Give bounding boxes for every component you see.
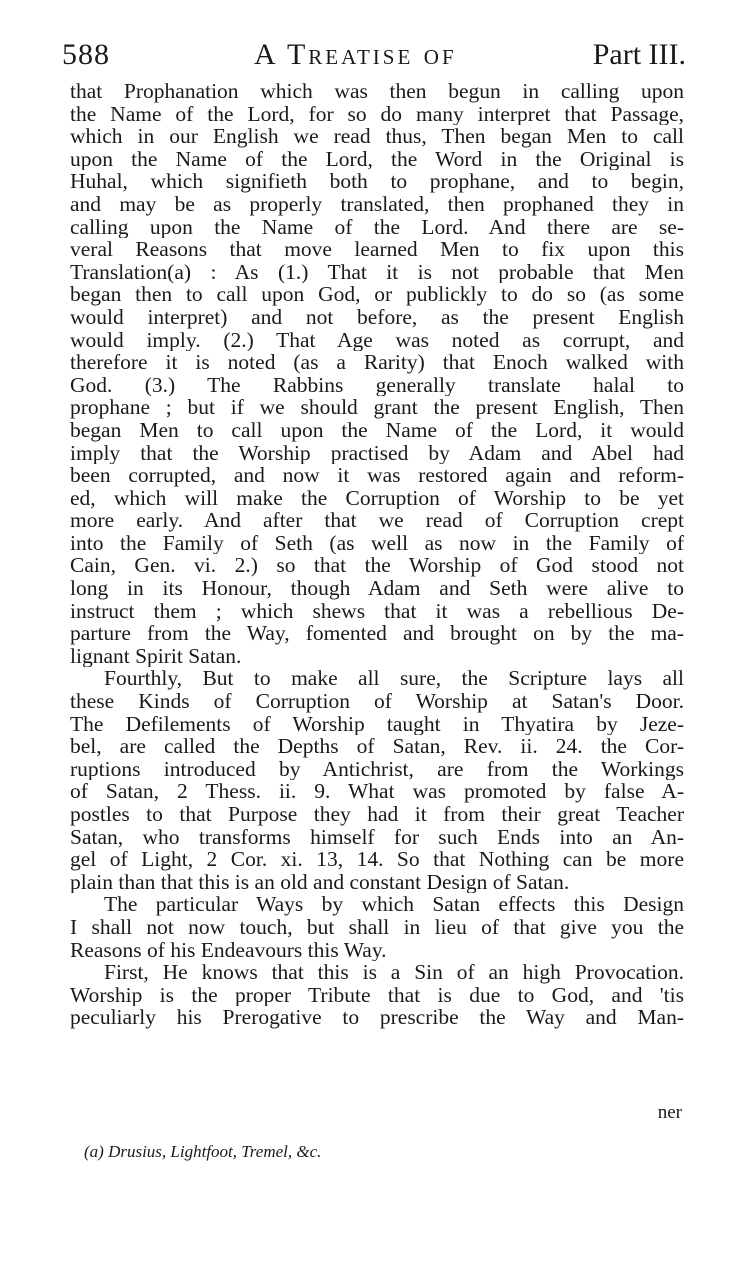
text-line: ed, which will make the Corruption of Worship to be yet: [70, 486, 684, 510]
text-line: that Prophanation which was then begun in calling upon: [70, 80, 684, 103]
text-line: Worship is the proper Tribute that is due to God, and 'tis: [70, 983, 684, 1007]
text-line: and may be as properly translated, then prophaned they in: [70, 192, 684, 216]
text-line: First, He knows that this is a Sin of an high Provocation.: [104, 961, 684, 984]
text-line: these Kinds of Corruption of Worship at Satan's Door.: [70, 690, 684, 713]
text-line: Satan, who transforms himself for such Ends into an An-: [70, 825, 684, 849]
part-label: Part III.: [592, 38, 686, 71]
text-line: bel, are called the Depths of Satan, Rev. ii. 24. the Cor-: [70, 735, 684, 758]
text-line: Huhal, which signifieth both to prophane, and to begin,: [70, 170, 684, 193]
text-line: postles to that Purpose they had it from their great Teacher: [70, 803, 684, 826]
text-line: lignant Spirit Satan.: [70, 644, 242, 668]
text-line: began Men to call upon the Name of the Lord, it would: [70, 418, 684, 442]
body-text: [70, 80, 684, 1029]
text-line: Reasons of his Endeavours this Way.: [70, 938, 387, 962]
text-line: prophane ; but if we should grant the present English, Then: [70, 396, 684, 419]
text-line: of Satan, 2 Thess. ii. 9. What was promoted by false A-: [70, 780, 684, 803]
text-line: Translation(a) : As (1.) That it is not probable that Men: [70, 260, 684, 284]
text-line: imply that the Worship practised by Adam and Abel had: [70, 441, 684, 465]
text-line: The Defilements of Worship taught in Thyatira by Jeze-: [70, 712, 684, 736]
text-line: would interpret) and not before, as the present English: [70, 305, 684, 329]
text-line: plain than that this is an old and constant Design of Satan.: [70, 870, 570, 894]
running-title: A Treatise of: [254, 38, 457, 71]
text-line: Fourthly, But to make all sure, the Scripture lays all: [104, 667, 684, 691]
text-line: the Name of the Lord, for so do many interpret that Passage,: [70, 102, 684, 126]
text-line: which in our English we read thus, Then began Men to call: [70, 125, 684, 148]
text-line: God. (3.) The Rabbins generally translate halal to: [70, 373, 684, 397]
text-line: The particular Ways by which Satan effects this Design: [104, 893, 684, 916]
page-header: [62, 38, 686, 78]
text-line: been corrupted, and now it was restored again and reform-: [70, 464, 684, 487]
text-line: more early. And after that we read of Corruption crept: [70, 509, 684, 532]
text-line: therefore it is noted (as a Rarity) that Enoch walked with: [70, 351, 684, 374]
text-line: peculiarly his Prerogative to prescribe the Way and Man-: [70, 1006, 684, 1029]
text-line: veral Reasons that move learned Men to fix upon this: [70, 238, 684, 261]
text-line: Cain, Gen. vi. 2.) so that the Worship of God stood not: [70, 554, 684, 578]
text-line: began then to call upon God, or publickly to do so (as some: [70, 283, 684, 306]
text-line: I shall not now touch, but shall in lieu of that give you the: [70, 915, 684, 939]
page-number: 588: [62, 38, 110, 71]
text-line: long in its Honour, though Adam and Seth were alive to: [70, 577, 684, 600]
catchword: ner: [657, 1102, 682, 1123]
text-line: upon the Name of the Lord, the Word in the Original is: [70, 147, 684, 171]
footnote: (a) Drusius, Lightfoot, Tremel, &c.: [84, 1142, 322, 1161]
text-line: into the Family of Seth (as well as now in the Family of: [70, 531, 684, 555]
text-line: ruptions introduced by Antichrist, are from the Workings: [70, 757, 684, 781]
text-line: calling upon the Name of the Lord. And there are se-: [70, 215, 684, 239]
text-line: instruct them ; which shews that it was a rebellious De-: [70, 599, 684, 623]
text-line: gel of Light, 2 Cor. xi. 13, 14. So that Nothing can be more: [70, 848, 684, 871]
text-line: would imply. (2.) That Age was noted as corrupt, and: [70, 328, 684, 352]
text-line: parture from the Way, fomented and brought on by the ma-: [70, 622, 684, 645]
